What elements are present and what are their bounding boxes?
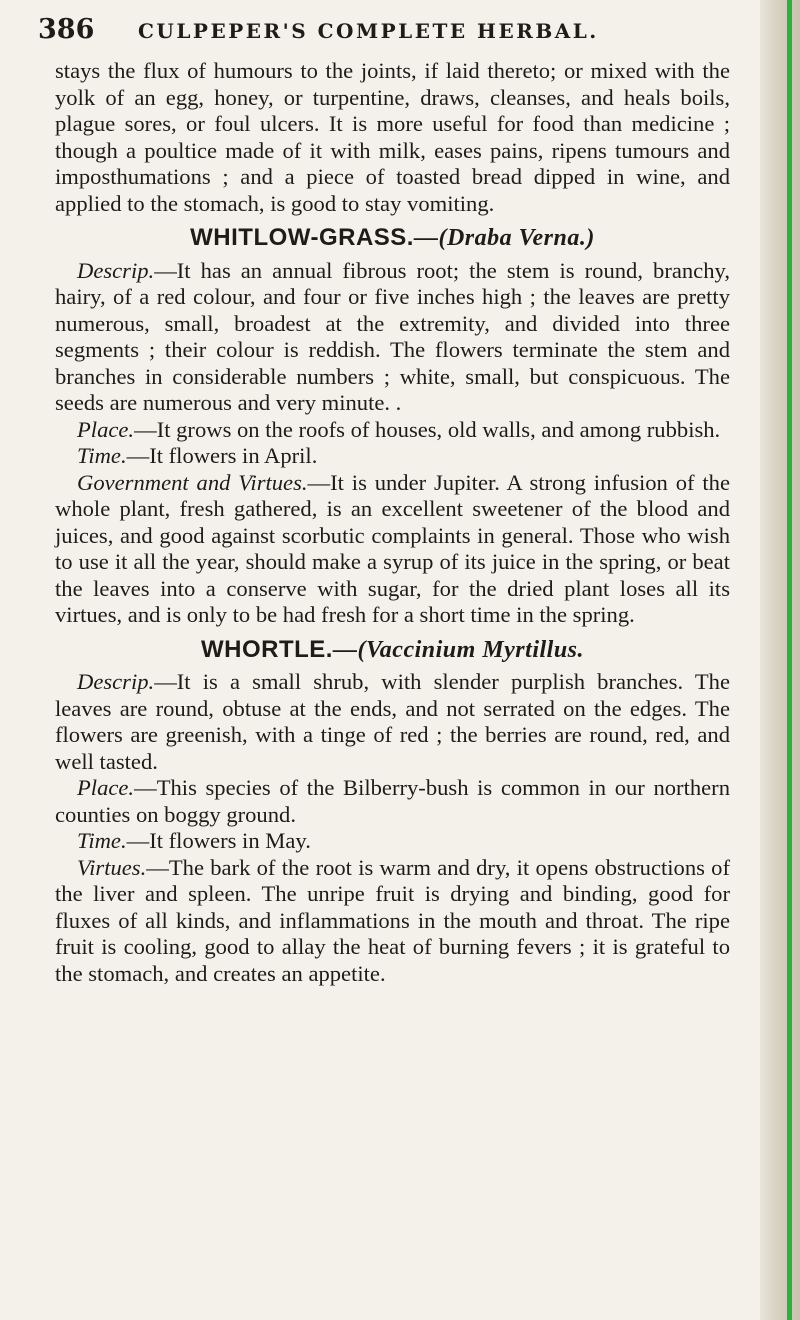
section-label: Government and Virtues. bbox=[77, 469, 308, 495]
section-label: Time. bbox=[77, 828, 127, 853]
section-label: Place. bbox=[77, 416, 135, 442]
entry-latin-name: —(Vaccinium Myrtillus. bbox=[332, 636, 585, 663]
section-label: Descrip. bbox=[77, 257, 155, 283]
section-label: Descrip. bbox=[77, 669, 155, 694]
section-text: —It grows on the roofs of houses, old walls, and among rubbish. bbox=[134, 416, 721, 442]
section-description bbox=[55, 258, 730, 417]
section-label: Virtues. bbox=[77, 854, 147, 880]
section-text: —It has an annual fibrous root; the stem is round, branchy, hairy, of a red colour, and four or five inches high ; the leaves are pretty numerous, small, broadest at the extremity, and divided into three segments ; their colour is reddish. The flowers terminate the stem and branches in considerable numbers ; white, small, but conspicuous. The seeds are numerous and very minute. . bbox=[55, 257, 730, 415]
section-government-virtues bbox=[55, 470, 730, 629]
entry-name: WHORTLE. bbox=[200, 635, 333, 663]
entry-heading-whortle bbox=[55, 637, 730, 664]
running-head: CULPEPER'S COMPLETE HERBAL. bbox=[138, 19, 599, 43]
section-text: —This species of the Bilberry-bush is common in our northern counties on boggy ground. bbox=[55, 775, 730, 827]
entry-latin-name: —(Draba Verna.) bbox=[413, 225, 595, 251]
entry-heading-whitlow-grass bbox=[55, 225, 730, 252]
section-text: —The bark of the root is warm and dry, it opens obstructions of the liver and spleen. The unripe fruit is drying and binding, good for fluxes of all kinds, and inflammations in the mouth and throat. The ripe fruit is cooling, good to allay the heat of burning fevers ; it is grateful to the stomach, and creates an appetite. bbox=[55, 854, 730, 986]
section-place bbox=[55, 775, 730, 828]
page-number: 386 bbox=[38, 14, 95, 45]
section-text: —It flowers in April. bbox=[126, 443, 318, 468]
section-text: —It is a small shrub, with slender purplish branches. The leaves are round, obtuse at the ends, and not serrated on the edges. The flowers are greenish, with a tinge of red ; the berries are round, red, and well tasted. bbox=[55, 669, 730, 774]
section-description bbox=[55, 669, 730, 775]
section-text: —It flowers in May. bbox=[126, 828, 311, 853]
section-virtues bbox=[55, 855, 730, 988]
page-header bbox=[38, 14, 728, 54]
book-spine-edge bbox=[760, 0, 800, 1320]
section-time bbox=[55, 828, 730, 855]
continuation-paragraph: stays the flux of humours to the joints, if laid thereto; or mixed with the yolk of an egg, honey, or turpentine, draws, cleanses, and heals boils, plague sores, or foul ulcers. It is more useful for food than medicine ; though a poultice made of it with milk, eases pains, ripens tumours and imposthumations ; and a piece of toasted bread dipped in wine, and applied to the stomach, is good to stay vomiting. bbox=[55, 58, 730, 216]
section-time bbox=[55, 443, 730, 470]
entry-name: WHITLOW-GRASS. bbox=[190, 224, 414, 251]
section-label: Place. bbox=[77, 775, 135, 800]
section-text: —It is under Jupiter. A strong infusion of the whole plant, fresh gathered, is an excellent sweetener of the blood and juices, and good against scorbutic complaints in general. Those who wish to use it all the year, should make a syrup of its juice in the spring, or beat the leaves into a conserve with sugar, for the dried plant loses all its virtues, and is only to be had fresh for a short time in the spring. bbox=[55, 469, 730, 627]
section-label: Time. bbox=[77, 443, 127, 468]
section-place bbox=[55, 417, 730, 444]
body-text bbox=[55, 58, 730, 987]
green-page-edge bbox=[787, 0, 792, 1320]
